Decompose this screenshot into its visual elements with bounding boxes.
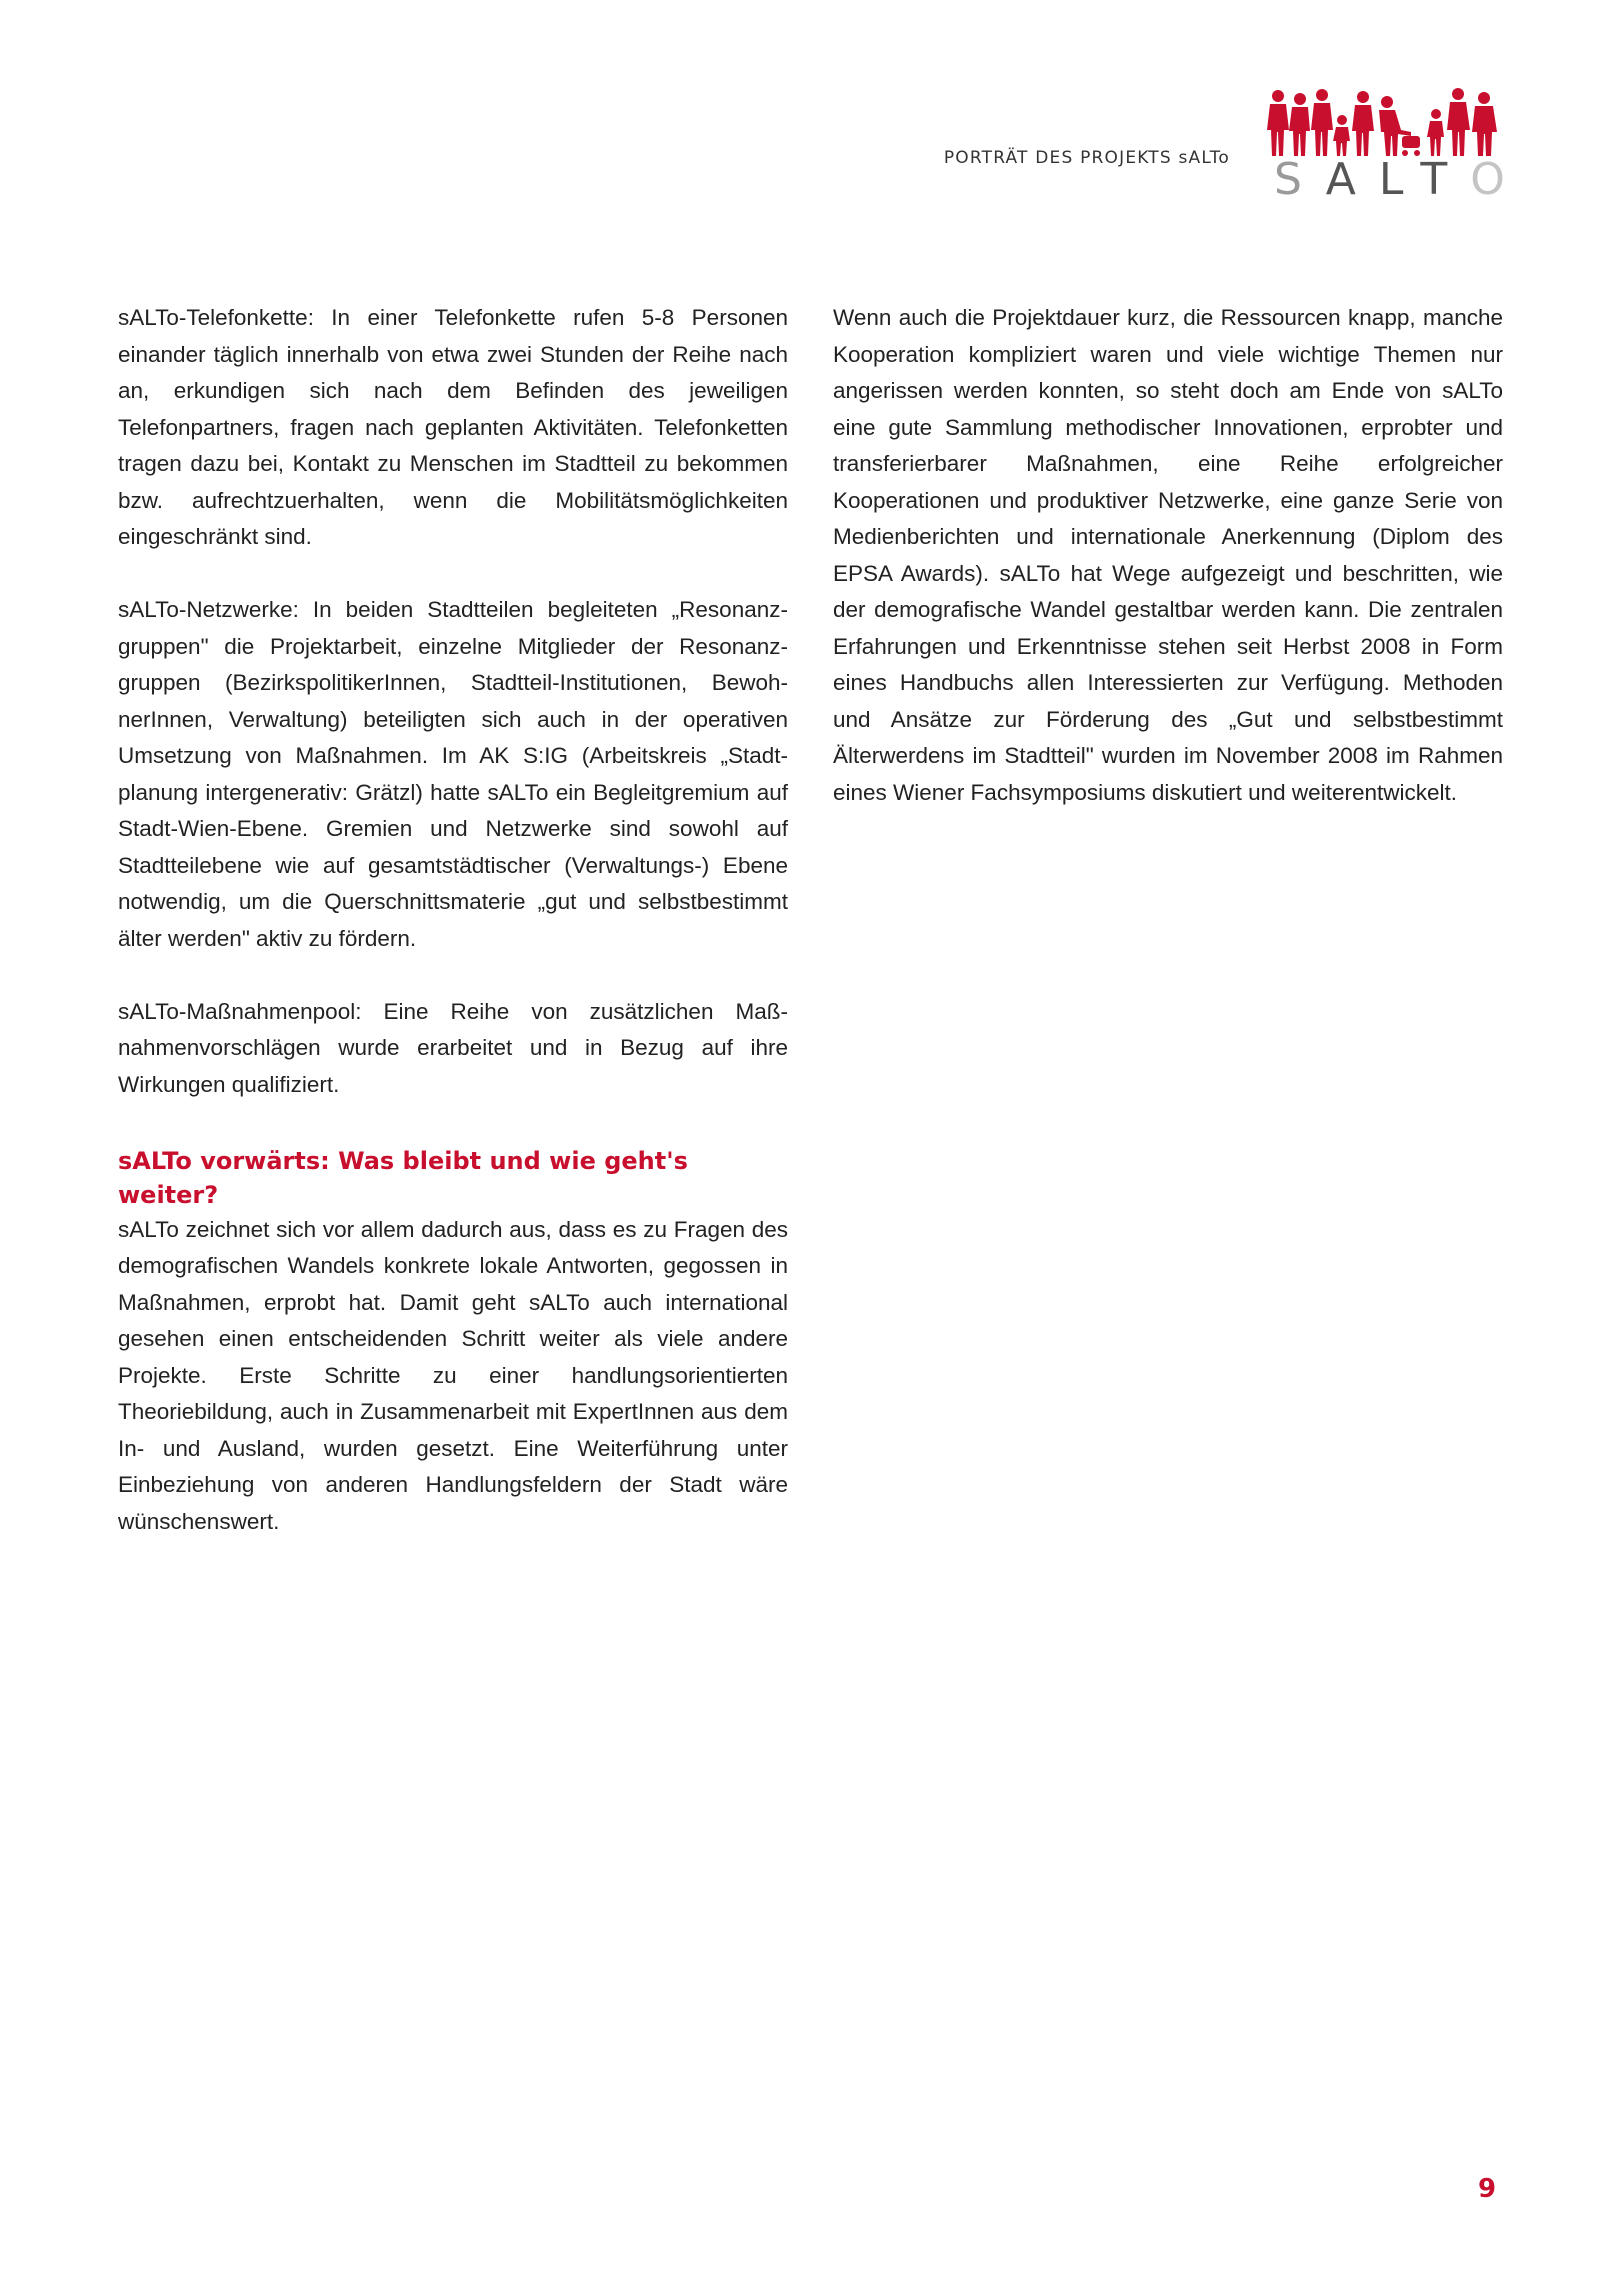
- paragraph-telefonkette: sALTo-Telefonkette: In einer Telefonkette rufen 5-8 Personen einander täglich innerhalb von etwa zwei Stunden der Reihe nach an, erkundigen sich nach dem Befinden des jeweiligen Telefonpartners, fragen nach geplanten Aktivitäten. Telefonketten tragen dazu bei, Kontakt zu Menschen im Stadtteil zu bekommen bzw. aufrechtzuerhalten, wenn die Mobilitätsmöglichkeiten eingeschränkt sind.: [118, 305, 788, 549]
- right-column: [833, 300, 1503, 811]
- logo-letter-s: S: [1274, 154, 1326, 205]
- left-column: [118, 300, 788, 1540]
- logo-letter-t: T: [1420, 154, 1471, 205]
- paragraph-massnahmenpool: sALTo-Maßnahmenpool: Eine Reihe von zusätzlichen Maßnahmenvorschlägen wurde erarbeitet und in Bezug auf ihre Wirkungen qualifiziert.: [118, 998, 788, 1097]
- section-heading: sALTo vorwärts: Was bleibt und wie geht's weiter?: [118, 1146, 688, 1209]
- page-number: 9: [1478, 2174, 1497, 2204]
- salto-logo: [1262, 86, 1528, 206]
- header-title: PORTRÄT DES PROJEKTS sALTo: [943, 148, 1230, 168]
- paragraph-netzwerke: sALTo-Netzwerke: In beiden Stadtteilen begleiteten „Resonanzgruppen" die Projektarbeit, einzelne Mitglieder der Resonanzgruppen (BezirkspolitikerInnen, Stadtteil-Institutionen, BewohnerInnen, Verwaltung) beteiligten sich auch in der operativen Umsetzung von Maßnahmen. Im AK S:IG (Arbeitskreis „Stadtplanung intergenerativ: Grätzl) hatte sALTo ein Begleitgremium auf Stadt-Wien-Ebene. Gremien und Netzwerke sind sowohl auf Stadtteilebene wie auf gesamtstädtischer (Verwaltungs-) Ebene notwendig, um die Querschnittsmaterie „gut und selbstbestimmt älter werden" aktiv zu fördern.: [118, 597, 788, 951]
- logo-letter-l: L: [1378, 154, 1421, 205]
- paragraph-summary: Wenn auch die Projektdauer kurz, die Ressourcen knapp, manche Kooperation kompliziert waren und viele wichtige Themen nur angerissen werden konnten, so steht doch am Ende von sALTo eine gute Sammlung methodischer Innovationen, erprobter und transferierbarer Maßnahmen, eine Reihe erfolgreicher Kooperationen und produktiver Netzwerke, eine ganze Serie von Medienberichten und internationale Anerkennung (Diplom des EPSA Awards). sALTo hat Wege aufgezeigt und beschritten, wie der demografische Wandel gestaltbar werden kann. Die zentralen Erfahrungen und Erkenntnisse stehen seit Herbst 2008 in Form eines Handbuchs allen Interessierten zur Verfügung. Methoden und Ansätze zur Förderung des „Gut und selbstbestimmt Älterwerdens im Stadtteil" wurden im November 2008 im Rahmen eines Wiener Fachsymposiums diskutiert und weiterentwickelt.: [833, 305, 1503, 805]
- logo-wordmark: [1274, 154, 1528, 205]
- paragraph-vorwaerts: sALTo zeichnet sich vor allem dadurch aus, dass es zu Fragen des demografischen Wandels konkrete lokale Antworten, gegossen in Maßnahmen, erprobt hat. Damit geht sALTo auch international gesehen einen entscheidenden Schritt weiter als viele andere Projekte. Erste Schritte zu einer handlungsorientierten Theoriebildung, auch in Zusammenarbeit mit ExpertInnen aus dem In- und Ausland, wurden gesetzt. Eine Weiterführung unter Einbeziehung von anderen Handlungsfeldern der Stadt wäre wünschenswert.: [118, 1216, 788, 1534]
- logo-letter-o: O: [1470, 154, 1528, 205]
- logo-letter-a: A: [1325, 154, 1379, 205]
